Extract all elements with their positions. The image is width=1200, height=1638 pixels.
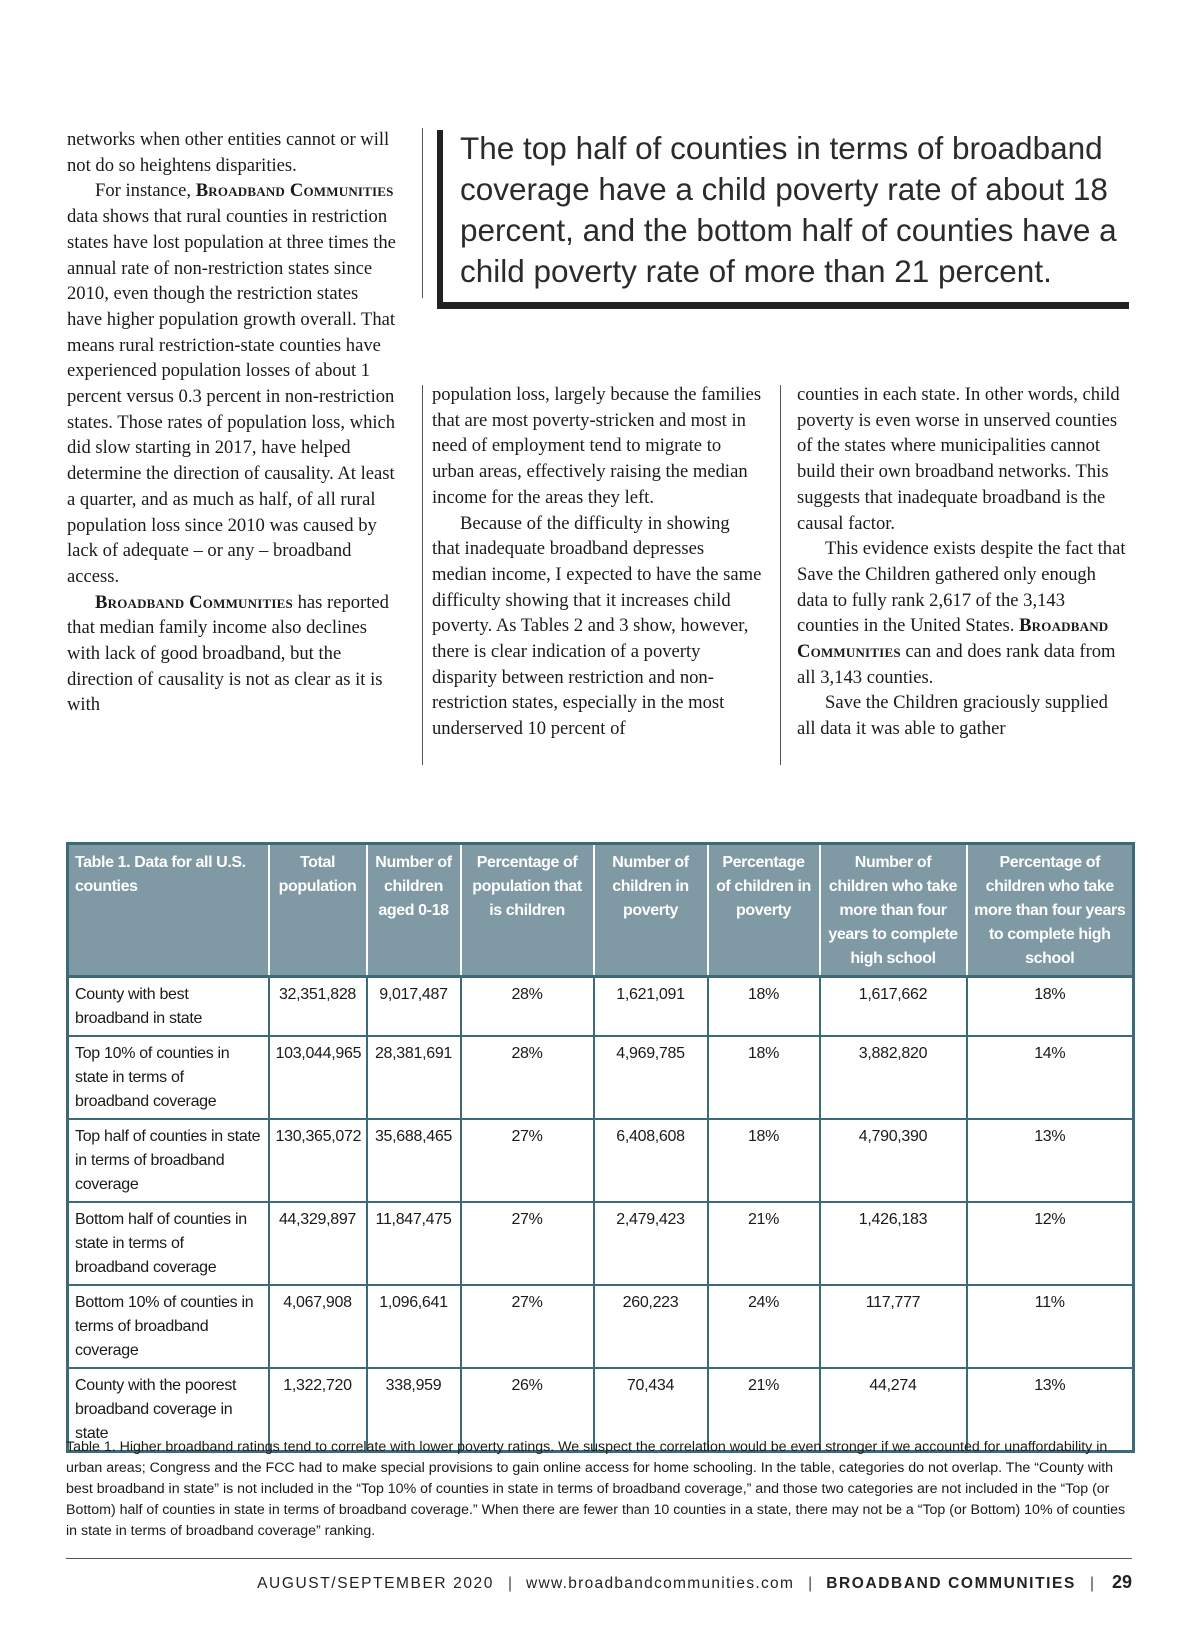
table-cell: 21%	[708, 1368, 820, 1452]
table-caption: Table 1. Higher broadband ratings tend to correlate with lower poverty ratings. We suspect the correlation would be even stronger if we accounted for unaffordability in urban areas; Congress and the FCC had to make special provisions to gain online access for home schooling. In the table, categories do not overlap. The “County with best broadband in state” is not included in the “Top 10% of counties in state in terms of broadband coverage,” and those two categories are not included in the “Top (or Bottom) half of counties in state in terms of broadband coverage.” When there are fewer than 10 counties in a state, there may not be a “Top (or Bottom) 10% of counties in state in terms of broadband coverage” ranking.	[66, 1439, 1126, 1539]
table-cell: 338,959	[367, 1368, 461, 1452]
table-cell: 9,017,487	[367, 977, 461, 1037]
brand-name: Broadband Communities	[95, 591, 293, 613]
paragraph	[67, 178, 397, 589]
column-divider	[422, 385, 423, 765]
table-cell: County with best broadband in state	[68, 977, 269, 1037]
table-cell: 130,365,072	[269, 1119, 367, 1202]
issue-date: AUGUST/SEPTEMBER 2020	[257, 1575, 494, 1592]
column-divider	[780, 385, 781, 765]
article-column-3	[797, 382, 1127, 742]
table-cell: 11,847,475	[367, 1202, 461, 1285]
table-cell: 1,621,091	[594, 977, 708, 1037]
table-cell: 35,688,465	[367, 1119, 461, 1202]
table-cell: 12%	[967, 1202, 1134, 1285]
table-cell: 28,381,691	[367, 1036, 461, 1119]
table-cell: 27%	[461, 1285, 594, 1368]
table-header-cell: Percentage of population that is children	[461, 844, 594, 977]
table-header-cell: Number of children aged 0-18	[367, 844, 461, 977]
table-cell: 2,479,423	[594, 1202, 708, 1285]
table-cell: 18%	[708, 1036, 820, 1119]
table-cell: 6,408,608	[594, 1119, 708, 1202]
footer-separator: |	[808, 1575, 813, 1592]
table-cell: 1,617,662	[820, 977, 967, 1037]
table-row	[68, 1119, 1134, 1202]
table-cell: 13%	[967, 1368, 1134, 1452]
page-number: 29	[1111, 1572, 1132, 1592]
table-header-cell: Table 1. Data for all U.S. counties	[68, 844, 269, 977]
table-header-cell: Percentage of children who take more than four years to complete high school	[967, 844, 1134, 977]
table-row	[68, 1285, 1134, 1368]
footer-rule	[66, 1558, 1132, 1559]
text: For instance,	[95, 180, 196, 202]
table-cell: Bottom half of counties in state in terms of broadband coverage	[68, 1202, 269, 1285]
brand-name: Broadband Communities	[797, 615, 1109, 663]
table-cell: 28%	[461, 977, 594, 1037]
table-cell: 28%	[461, 1036, 594, 1119]
table-cell: 11%	[967, 1285, 1134, 1368]
table-cell: 1,426,183	[820, 1202, 967, 1285]
table-cell: Top half of counties in state in terms of broadband coverage	[68, 1119, 269, 1202]
table-cell: 3,882,820	[820, 1036, 967, 1119]
table-cell: 103,044,965	[269, 1036, 367, 1119]
table-header-cell: Number of children who take more than four years to complete high school	[820, 844, 967, 977]
paragraph: networks when other entities cannot or will not do so heightens disparities.	[67, 129, 390, 176]
text: has reported that median family income also declines with lack of good broadband, but the direction of causality is not as clear as it is with	[67, 591, 389, 716]
text: This evidence exists despite the fact that Save the Children gathered only enough data to fully rank 2,617 of the 3,143 counties in the United States.	[797, 538, 1126, 637]
paragraph: Save the Children graciously supplied all data it was able to gather	[797, 692, 1108, 740]
paragraph: Because of the difficulty in showing that inadequate broadband depresses median income, I expected to have the same difficulty showing that it increases child poverty. As Tables 2 and 3 show, however, there is clear indication of a poverty disparity between restriction and non-restriction states, especially in the most underserved 10 percent of	[432, 512, 762, 740]
table-cell: 27%	[461, 1119, 594, 1202]
website-link[interactable]: www.broadbandcommunities.com	[526, 1575, 795, 1592]
column-divider	[422, 128, 423, 298]
table-header-cell: Percentage of children in poverty	[708, 844, 820, 977]
table-cell: 26%	[461, 1368, 594, 1452]
article-column-1	[67, 127, 397, 718]
table-cell: 27%	[461, 1202, 594, 1285]
footer-separator: |	[1089, 1575, 1094, 1592]
table-cell: 4,067,908	[269, 1285, 367, 1368]
table-cell: 21%	[708, 1202, 820, 1285]
table-cell: 260,223	[594, 1285, 708, 1368]
magazine-name: BROADBAND COMMUNITIES	[826, 1575, 1076, 1592]
pull-quote: The top half of counties in terms of broadband coverage have a child poverty rate of about 18 percent, and the bottom half of counties have a child poverty rate of more than 21 percent.	[460, 130, 1117, 289]
paragraph: counties in each state. In other words, child poverty is even worse in unserved counties of the states where municipalities cannot build their own broadband networks. This suggests that inadequate broadband is the causal factor.	[797, 384, 1120, 534]
footer-separator: |	[507, 1575, 513, 1592]
article-column-2	[432, 382, 762, 742]
text: can and does rank data from all 3,143 counties.	[797, 641, 1116, 688]
data-table	[66, 842, 1135, 1453]
table-header-cell: Number of children in poverty	[594, 844, 708, 977]
text: data shows that rural counties in restriction states have lost population at three times the annual rate of non-restriction states since 2010, even though the restriction states have higher population growth overall. That means rural restriction-state counties have experienced population losses of about 1 percent versus 0.3 percent in non-restriction states. Those rates of population loss, which did slow starting in 2017, have helped determine the direction of causality. At least a quarter, and as much as half, of all rural population loss since 2010 was caused by lack of adequate – or any – broadband access.	[67, 206, 396, 587]
table-cell: 117,777	[820, 1285, 967, 1368]
table-cell: 18%	[708, 1119, 820, 1202]
brand-name: Broadband Communities	[195, 180, 394, 202]
table-cell: Bottom 10% of counties in terms of broadband coverage	[68, 1285, 269, 1368]
table-cell: 18%	[708, 977, 820, 1037]
table-header-cell: Total population	[269, 844, 367, 977]
table-cell: 70,434	[594, 1368, 708, 1452]
paragraph	[67, 590, 397, 719]
paragraph: population loss, largely because the families that are most poverty-stricken and most in need of employment tend to migrate to urban areas, effectively raising the median income for the areas they left.	[432, 384, 762, 508]
table-cell: 32,351,828	[269, 977, 367, 1037]
table-cell: 14%	[967, 1036, 1134, 1119]
table-cell: 1,096,641	[367, 1285, 461, 1368]
table-cell: 44,329,897	[269, 1202, 367, 1285]
table-cell: 44,274	[820, 1368, 967, 1452]
table-row	[68, 977, 1134, 1037]
table-cell: 24%	[708, 1285, 820, 1368]
table-cell: 1,322,720	[269, 1368, 367, 1452]
table-cell: Top 10% of counties in state in terms of broadband coverage	[68, 1036, 269, 1119]
table-row	[68, 1202, 1134, 1285]
table-header-row	[68, 844, 1134, 977]
table-cell: 4,790,390	[820, 1119, 967, 1202]
table-cell: 18%	[967, 977, 1134, 1037]
page-footer	[0, 1572, 1132, 1593]
table-row	[68, 1036, 1134, 1119]
table-cell: 4,969,785	[594, 1036, 708, 1119]
table-cell: 13%	[967, 1119, 1134, 1202]
pull-quote-rule	[437, 302, 1129, 309]
table-cell: County with the poorest broadband coverage in state	[68, 1368, 269, 1452]
paragraph	[797, 536, 1127, 690]
